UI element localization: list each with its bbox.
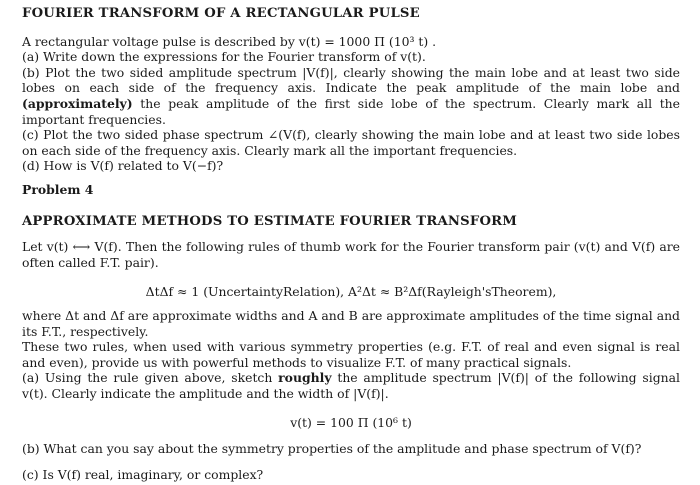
- question-1b-text-end: the peak amplitude of the first side lobe of the spectrum. Clearly mark all the important frequencies.: [22, 95, 680, 127]
- pulse-intro: A rectangular voltage pulse is described by v(t) = 1000 Π (10³ t) .: [22, 33, 437, 49]
- question-4b: (b) What can you say about the symmetry properties of the amplitude and phase spectrum of V(f)?: [22, 441, 642, 457]
- question-4a: [22, 370, 680, 401]
- approx-intro: Let v(t) ⟷ V(f). Then the following rules of thumb work for the Fourier transform pair (v(t) and V(f) are often called F.T. pair).: [22, 239, 680, 270]
- these-rules-text: These two rules, when used with various symmetry properties (e.g. F.T. of real and even signal is real and even), provide us with powerful methods to visualize F.T. of many practical signals.: [22, 339, 680, 370]
- question-1b-bold: (approximately): [22, 95, 133, 111]
- question-1b: [22, 65, 680, 127]
- question-1a: (a) Write down the expressions for the Fourier transform of v(t).: [22, 49, 426, 65]
- section-title-approximate-methods: APPROXIMATE METHODS TO ESTIMATE FOURIER TRANSFORM: [22, 213, 518, 229]
- rules-of-thumb-equation: ΔtΔf ≈ 1 (UncertaintyRelation), A²Δt ≈ B²Δf(Rayleigh'sTheorem),: [145, 284, 557, 300]
- question-4a-bold: roughly: [278, 370, 332, 386]
- question-4c: (c) Is V(f) real, imaginary, or complex?: [22, 466, 264, 482]
- question-1b-text-start: (b) Plot the two sided amplitude spectrum |V(f)|, clearly showing the main lobe and at least two side lobes on each side of the frequency axis. Indicate the peak amplitude of the main lobe and: [22, 64, 680, 96]
- question-4a-text-end: the amplitude spectrum |V(f)| of the following signal v(t). Clearly indicate the amplitude and the width of |V(f)|.: [22, 370, 680, 401]
- question-1c: (c) Plot the two sided phase spectrum ∠(V(f), clearly showing the main lobe and at least two side lobes on each side of the frequency axis. Clearly mark all the important frequencies.: [22, 127, 680, 158]
- problem-label: Problem 4: [22, 181, 94, 197]
- signal-equation: v(t) = 100 Π (10⁶ t): [290, 415, 412, 431]
- question-1d: (d) How is V(f) related to V(−f)?: [22, 158, 224, 174]
- question-4a-text-start: (a) Using the rule given above, sketch: [22, 370, 279, 386]
- where-text: where Δt and Δf are approximate widths and A and B are approximate amplitudes of the time signal and its F.T., respectively.: [22, 307, 680, 339]
- section-title-rectangular-pulse: FOURIER TRANSFORM OF A RECTANGULAR PULSE: [22, 6, 420, 21]
